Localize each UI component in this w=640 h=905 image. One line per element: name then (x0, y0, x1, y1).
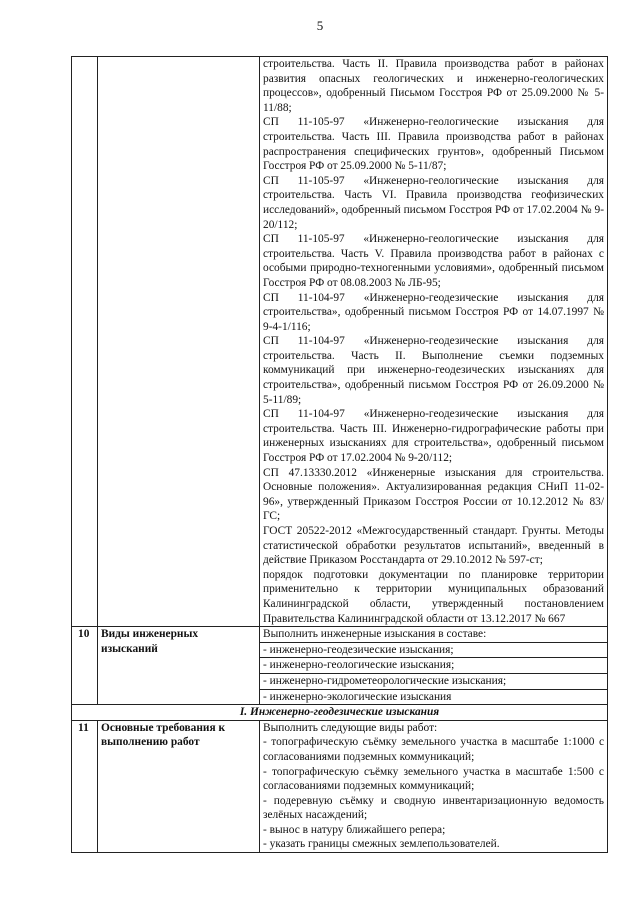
row-number: 11 (72, 720, 98, 852)
list-item: ГОСТ 20522-2012 «Межгосударственный стандарт. Грунты. Методы статистической обработки результатов испытаний», введенный в действие Приказом Росстандарта от 29.10.2012 № 597-ст; (263, 525, 604, 567)
list-item: - указать границы смежных землепользователей. (263, 838, 500, 851)
section-heading: I. Инженерно-геодезические изыскания (72, 705, 608, 721)
requirements-table (71, 56, 608, 853)
list-item: - подеревную съёмку и сводную инвентаризационную ведомость зелёных насаждений; (263, 794, 604, 822)
list-item: - топографическую съёмку земельного участка в масштабе 1:1000 с согласованиями подземных коммуникаций; (263, 736, 604, 763)
list-item: СП 11-104-97 «Инженерно-геодезические изыскания для строительства», одобренный письмом Госстроя РФ от 14.07.1997 № 9-4-1/116; (263, 291, 604, 333)
list-item: Выполнить следующие виды работ: (263, 721, 438, 734)
list-item: - инженерно-геологические изыскания; (260, 657, 607, 673)
list-item: Выполнить инженерные изыскания в составе: (263, 628, 487, 641)
table-row (72, 705, 608, 721)
list-item: строительства. Часть II. Правила производства работ в районах развития опасных геологических и инженерно-геологических процессов», одобренный Письмом Госстроя РФ от 25.09.2000 № 5-11/88; (263, 58, 604, 114)
list-item: порядок подготовки документации по планировке территории применительно к территории муниципальных образований Калининградской области, утвержденный постановлением Правительства Калининградской области от 13.12.2017 № 667 (263, 568, 604, 625)
list-item: - вынос в натуру ближайшего репера; (263, 823, 446, 836)
list-item: - инженерно-геодезические изыскания; (260, 642, 607, 658)
row-value-cell (260, 720, 608, 852)
table-row (72, 57, 608, 627)
row-name: Виды инженерных изысканий (98, 627, 260, 705)
list-item: СП 11-105-97 «Инженерно-геологические изыскания для строительства. Часть III. Правила производства работ в районах распространения специфических грунтов», одобренный Письмом Госстроя РФ от 25.09.2000 № 5-11/87; (263, 116, 604, 173)
list-item: - инженерно-экологические изыскания (260, 689, 607, 705)
page-number: 5 (316, 18, 324, 33)
table-row (72, 627, 608, 705)
list-item: СП 11-104-97 «Инженерно-геодезические изыскания для строительства. Часть II. Выполнение съемки подземных коммуникаций при инженерно-геодезических изысканиях для строительства», одобренный письмом Госстроя РФ от 26.09.2000 № 5-11/89; (263, 335, 604, 406)
table-row (72, 720, 608, 852)
row-value-cell (260, 57, 608, 627)
row-number-cell (72, 57, 98, 627)
list-item: СП 11-105-97 «Инженерно-геологические изыскания для строительства. Часть V. Правила производства работ в районах с особыми природно-техногенными условиями», одобренный письмом Госстроя РФ от 08.08.2003 № ЛБ-95; (263, 233, 604, 289)
list-item: СП 11-104-97 «Инженерно-геодезические изыскания для строительства. Часть III. Инженерно-гидрографические работы при инженерных изысканиях для строительства», одобренный письмом Госстроя РФ от 17.02.2004 № 9-20/112; (263, 408, 604, 465)
row-number: 10 (72, 627, 98, 705)
list-item: СП 11-105-97 «Инженерно-геологические изыскания для строительства. Часть VI. Правила производства геофизических исследований», одобренный письмом Госстроя РФ от 17.02.2004 № 9-20/112; (263, 174, 604, 231)
row-value-cell (260, 627, 608, 705)
row-name-cell (98, 57, 260, 627)
list-item: СП 47.13330.2012 «Инженерные изыскания для строительства. Основные положения». Актуализированная редакция СНиП 11-02-96», утвержденный Приказом Госстроя России от 10.12.2012 № 83/ГС; (263, 466, 604, 523)
list-item: - инженерно-гидрометеорологические изыскания; (260, 673, 607, 689)
row-name: Основные требования к выполнению работ (98, 720, 260, 852)
list-item: - топографическую съёмку земельного участка в масштабе 1:500 с согласованиями подземных коммуникаций; (263, 765, 604, 793)
